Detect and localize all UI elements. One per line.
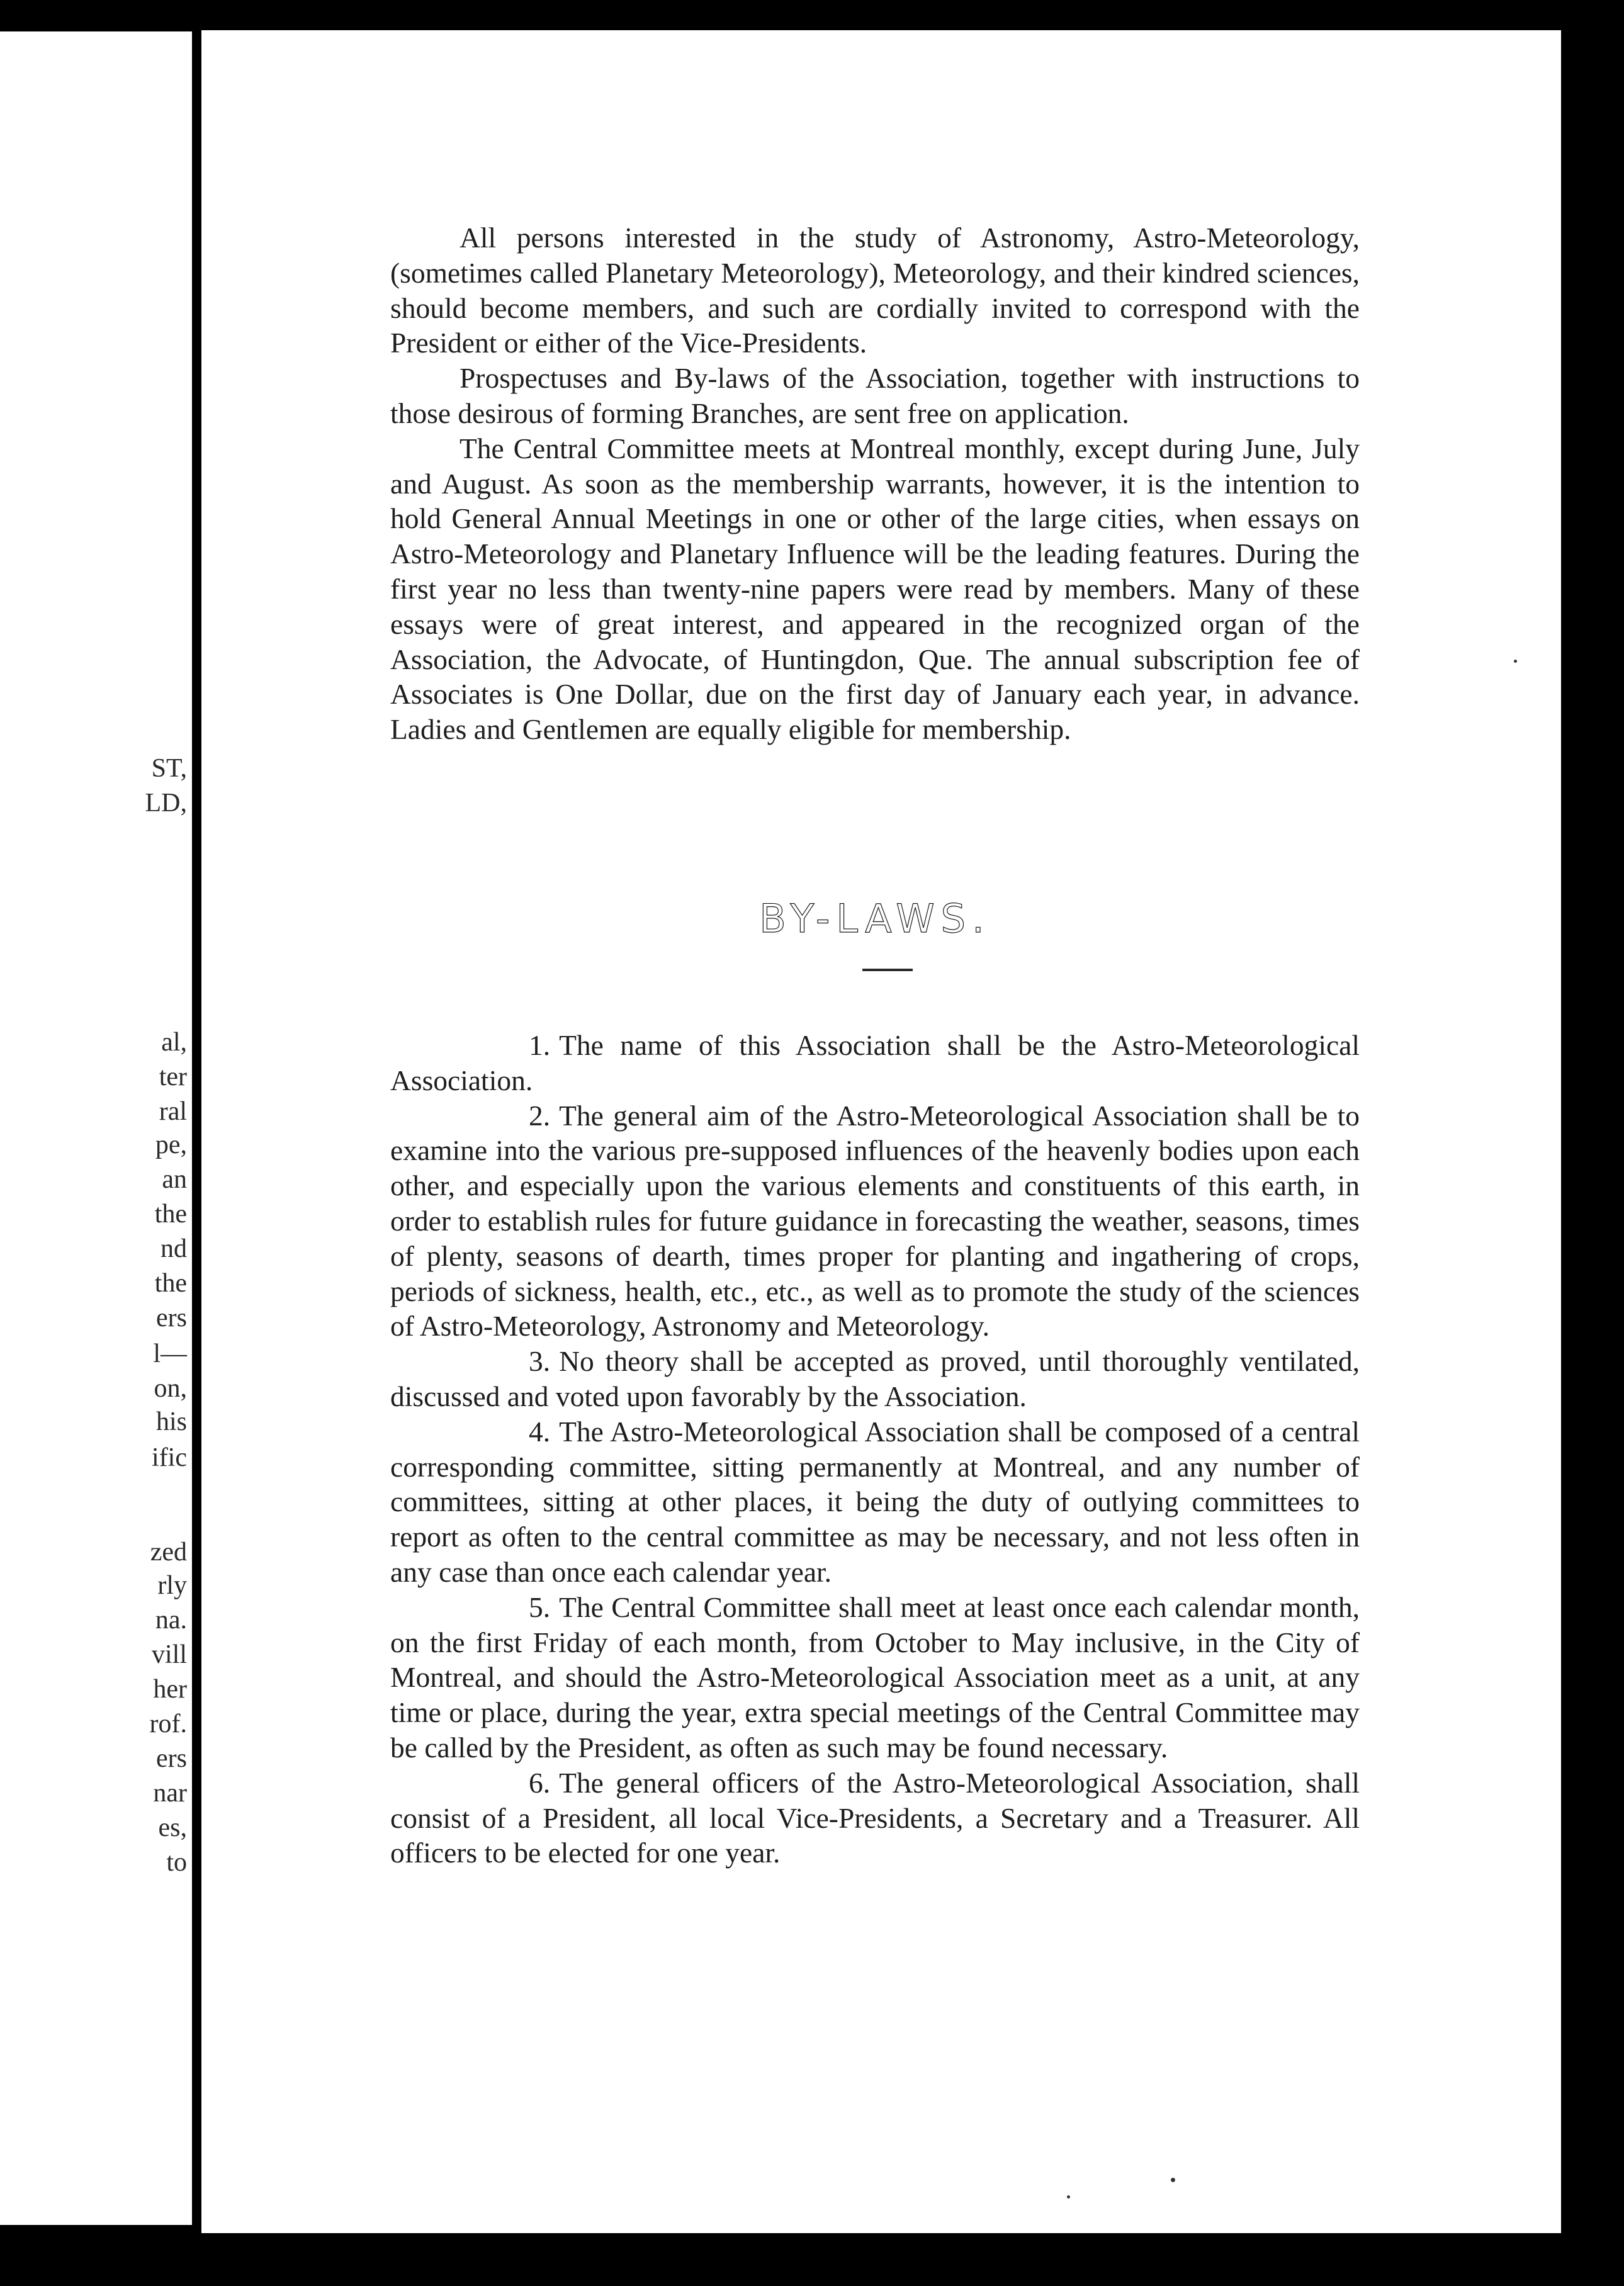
left-page-fragment: pe, xyxy=(155,1130,187,1159)
bylaw-text: The general aim of the Astro-Meteorological Association shall be to examine into the various pre-supposed influences of the heavenly bodies upon each other, and especially upon the various elements and constituents of this earth, in order to establish rules for future guidance in forecasting the weather, seasons, times of plenty, seasons of dearth, times proper for planting and ingathering of crops, periods of sickness, health, etc., etc., as well as to promote the study of the sciences of Astro-Meteorology, Astronomy and Meteorology. xyxy=(390,1099,1360,1343)
bylaw-number: 2. xyxy=(529,1099,551,1132)
left-page-fragment: on, xyxy=(154,1374,187,1403)
document-page xyxy=(201,30,1561,2233)
left-page-fragment: es, xyxy=(158,1813,187,1842)
left-page-fragment: nd xyxy=(161,1234,187,1263)
bylaw-text: The general officers of the Astro-Meteorological Association, shall consist of a President, all local Vice-Presidents, a Secretary and a Treasurer. All officers to be elected for one year. xyxy=(390,1766,1360,1869)
bylaw-item xyxy=(390,1344,1360,1414)
left-page-fragment: the xyxy=(154,1269,187,1298)
left-page-fragment: ers xyxy=(156,1744,187,1773)
left-page-fragment: rof. xyxy=(149,1709,187,1738)
left-page-fragment: her xyxy=(153,1675,187,1704)
ink-speck xyxy=(1514,660,1517,663)
left-page-fragment: an xyxy=(162,1165,187,1194)
bylaw-item xyxy=(390,1765,1360,1871)
left-page-fragment: al, xyxy=(161,1028,187,1057)
left-page-fragment: LD, xyxy=(145,789,187,818)
bylaw-item xyxy=(390,1414,1360,1590)
left-page-fragment: the xyxy=(154,1200,187,1229)
bylaw-item xyxy=(390,1590,1360,1765)
left-page-fragment: ers xyxy=(156,1303,187,1332)
intro-section xyxy=(390,220,1360,747)
left-page-fragment: ST, xyxy=(151,754,187,783)
bylaw-text: No theory shall be accepted as proved, until thoroughly ventilated, discussed and voted upon favorably by the Association. xyxy=(390,1345,1360,1412)
left-page-fragment: l— xyxy=(153,1339,187,1368)
left-page-fragment: na. xyxy=(155,1606,187,1635)
bylaw-text: The name of this Association shall be the Astro-Meteorological Association. xyxy=(390,1029,1360,1096)
left-page-fragment: ral xyxy=(159,1097,187,1126)
bylaws-heading: BY-LAWS. xyxy=(759,896,991,942)
bylaw-item xyxy=(390,1028,1360,1098)
bylaw-text: The Astro-Meteorological Association shall be composed of a central corresponding committee, sitting permanently at Montreal, and any number of committees, sitting at other places, it being the duty of outlying committees to report as often to the central committee as may be necessary, and not less often in any case than once each calendar year. xyxy=(390,1415,1360,1588)
left-facing-page xyxy=(0,31,192,2225)
left-page-fragment: ific xyxy=(152,1443,187,1472)
ink-speck xyxy=(1171,2178,1175,2182)
left-page-fragment: to xyxy=(166,1848,187,1877)
left-page-fragment: rly xyxy=(157,1571,187,1600)
bylaw-number: 3. xyxy=(529,1345,551,1378)
bylaw-number: 5. xyxy=(529,1591,551,1623)
intro-paragraph-prospectuses: Prospectuses and By-laws of the Association, together with instructions to those desirous of forming Branches, are sent free on application. xyxy=(390,362,1360,429)
heading-divider xyxy=(862,969,913,971)
left-page-fragment: ter xyxy=(159,1062,187,1091)
left-page-fragment: vill xyxy=(151,1640,187,1669)
bylaw-item xyxy=(390,1098,1360,1344)
bylaw-number: 1. xyxy=(529,1029,551,1061)
intro-paragraph-central-committee: The Central Committee meets at Montreal monthly, except during June, July and August. As soon as the membership warrants, however, it is the intention to hold General Annual Meetings in one or other of the large cities, when essays on Astro-Meteorology and Planetary Influence will be the leading features. During the first year no less than twenty-nine papers were read by members. Many of these essays were of great interest, and appeared in the recognized organ of the Association, the Advocate, of Huntingdon, Que. The annual subscription fee of Associates is One Dollar, due on the first day of January each year, in advance. Ladies and Gentlemen are equally eligible for membership. xyxy=(390,432,1360,746)
bylaw-number: 6. xyxy=(529,1766,551,1799)
left-page-fragment: his xyxy=(155,1407,187,1436)
intro-paragraph-membership: All persons interested in the study of Astronomy, Astro-Meteorology, (sometimes called Planetary Meteorology), Meteorology, and their kindred sciences, should become members, and such are cordially invited to correspond with the President or either of the Vice-Presidents. xyxy=(390,222,1360,359)
page-gutter xyxy=(192,0,201,2286)
bylaws-list xyxy=(390,1028,1360,1871)
bylaw-number: 4. xyxy=(529,1415,551,1448)
bylaw-text: The Central Committee shall meet at least once each calendar month, on the first Friday of each month, from October to May inclusive, in the City of Montreal, and should the Astro-Meteorological Association meet as a unit, at any time or place, during the year, extra special meetings of the Central Committee may be called by the President, as often as such may be found necessary. xyxy=(390,1591,1360,1764)
ink-speck xyxy=(1067,2195,1070,2199)
left-page-fragment: nar xyxy=(153,1779,187,1808)
left-page-fragment: zed xyxy=(150,1538,187,1567)
